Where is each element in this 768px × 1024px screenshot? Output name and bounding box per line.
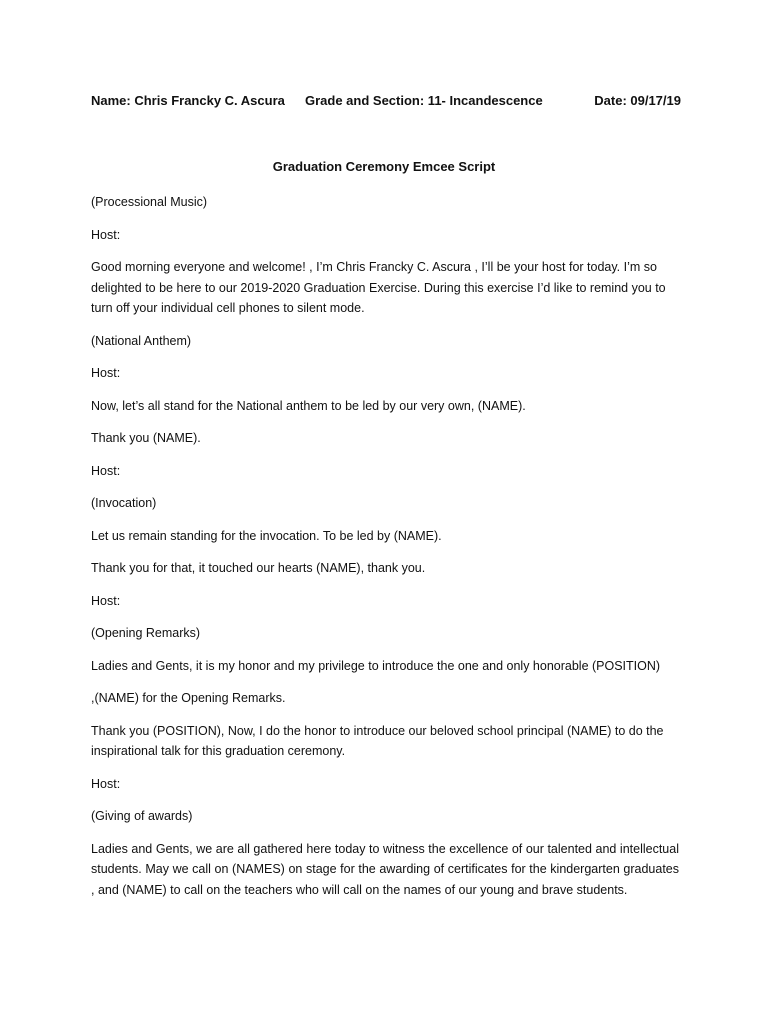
script-body — [91, 192, 679, 912]
invocation-thanks: Thank you for that, it touched our hearts (NAME), thank you. — [91, 561, 426, 575]
document-title: Graduation Ceremony Emcee Script — [272, 159, 496, 174]
cue-processional-music: (Processional Music) — [91, 195, 208, 209]
host-label: Host: — [91, 227, 121, 242]
document-date: Date: 09/17/19 — [594, 93, 681, 108]
document-header — [91, 93, 681, 113]
opening-remarks-name: ,(NAME) for the Opening Remarks. — [91, 691, 286, 705]
host-label: Host: — [91, 366, 121, 380]
anthem-paragraph: Now, let’s all stand for the National anthem to be led by our very own, (NAME). — [91, 398, 526, 413]
grade-and-section: Grade and Section: 11- Incandescence — [305, 93, 543, 108]
welcome-paragraph: Good morning everyone and welcome! , I’m Chris Francky C. Ascura , I’ll be your host for today. I’m so delighted to be here to our 2019-2020 Graduation Exercise. During this exercise I’d like to remind you to turn off your individual cell phones to silent mode. — [91, 260, 666, 315]
host-label: Host: — [91, 776, 121, 791]
student-name: Name: Chris Francky C. Ascura — [91, 93, 285, 108]
cue-invocation: (Invocation) — [91, 496, 157, 510]
thank-you-line: Thank you (NAME). — [91, 431, 201, 445]
cue-national-anthem: (National Anthem) — [91, 333, 192, 348]
cue-giving-of-awards: (Giving of awards) — [91, 809, 193, 823]
invocation-paragraph: Let us remain standing for the invocation. To be led by (NAME). — [91, 528, 442, 543]
host-label: Host: — [91, 593, 121, 608]
cue-opening-remarks: (Opening Remarks) — [91, 626, 201, 640]
awards-paragraph: Ladies and Gents, we are all gathered here today to witness the excellence of our talented and intellectual students. May we call on (NAMES) on stage for the awarding of certificates for the kindergarten graduates , and (NAME) to call on the teachers who will call on the names of our young and brave students. — [91, 841, 679, 897]
host-label: Host: — [91, 463, 121, 478]
opening-remarks-intro: Ladies and Gents, it is my honor and my privilege to introduce the one and only honorable (POSITION) — [91, 658, 661, 673]
principal-intro-paragraph: Thank you (POSITION), Now, I do the honor to introduce our beloved school principal (NAME) to do the inspirational talk for this graduation ceremony. — [91, 723, 664, 758]
